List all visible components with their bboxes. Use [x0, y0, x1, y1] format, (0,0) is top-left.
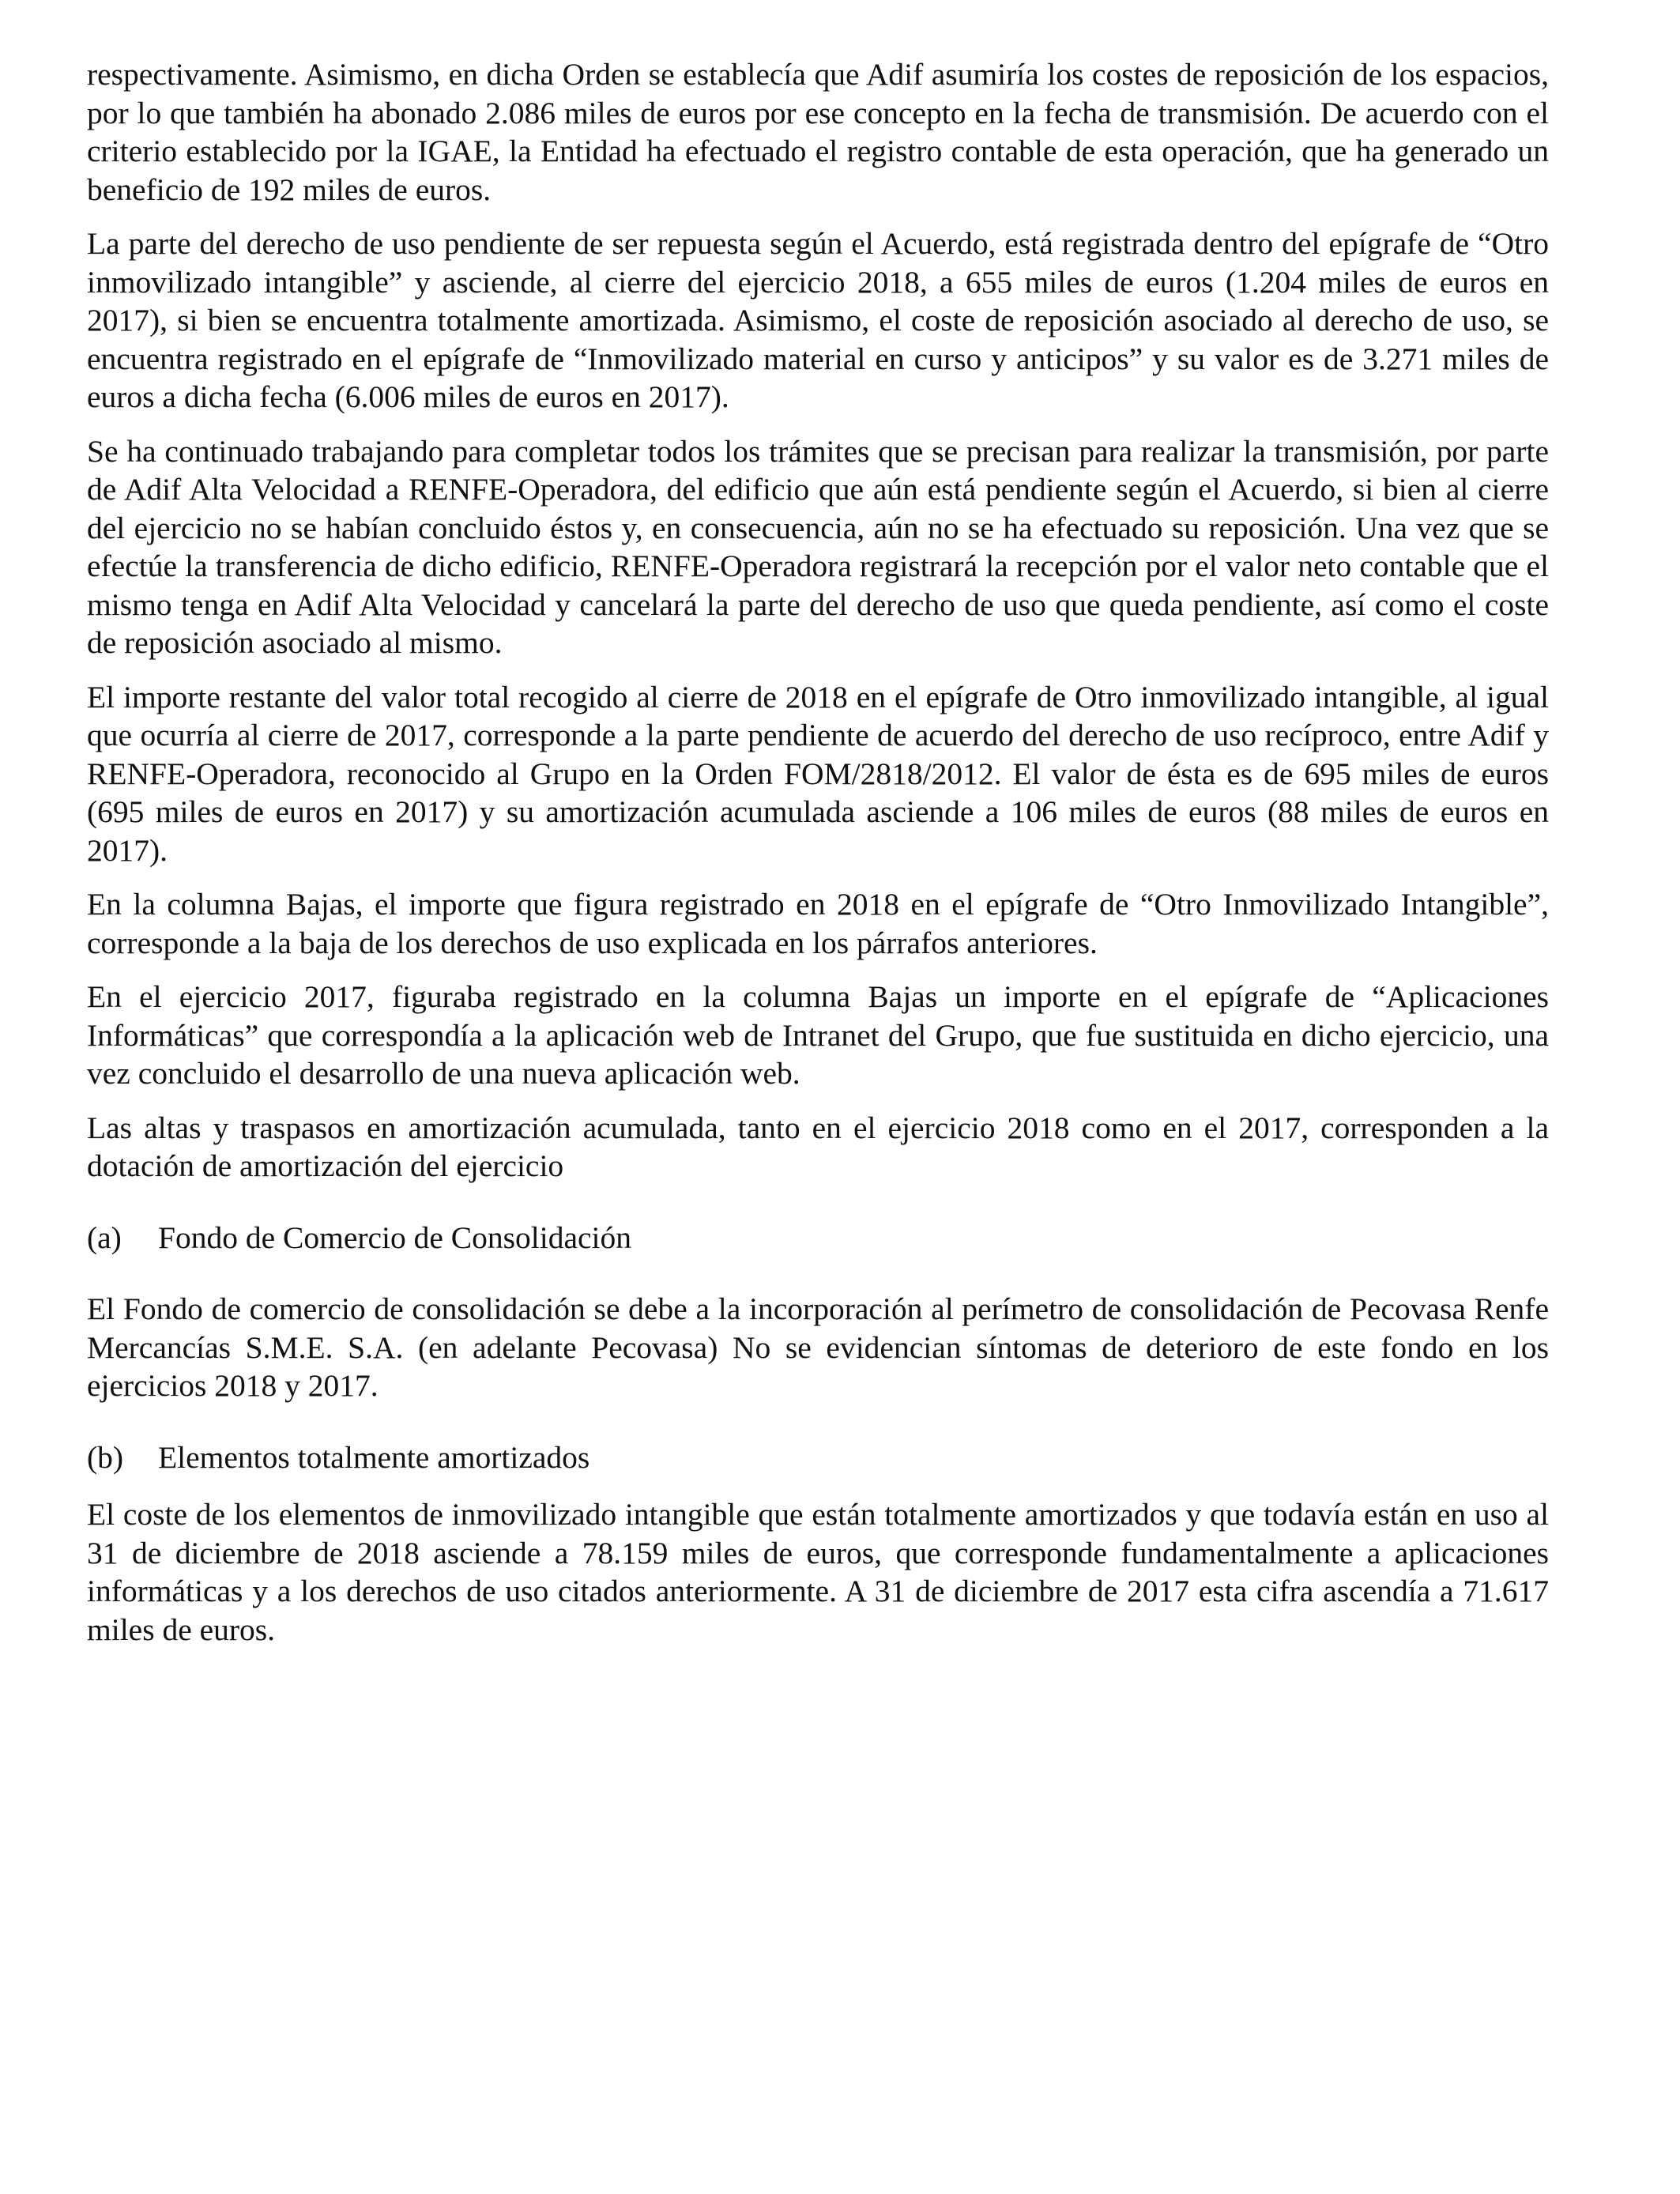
- paragraph-columna-bajas-2018: En la columna Bajas, el importe que figura registrado en 2018 en el epígrafe de “Otro Inmovilizado Intangible”, corresponde a la baja de los derechos de uso explicada en los párrafos anteriores.: [87, 887, 1549, 960]
- section-heading-fondo-comercio: [87, 1219, 1549, 1257]
- paragraph-importe-restante: El importe restante del valor total recogido al cierre de 2018 en el epígrafe de Otro inmovilizado intangible, al igual que ocurría al cierre de 2017, corresponde a la parte pendiente de acuerdo del derecho de uso recíproco, entre Adif y RENFE-Operadora, reconocido al Grupo en la Orden FOM/2818/2012. El valor de ésta es de 695 miles de euros (695 miles de euros en 2017) y su amortización acumulada asciende a 106 miles de euros (88 miles de euros en 2017).: [87, 679, 1549, 868]
- paragraph-fondo-comercio: El Fondo de comercio de consolidación se debe a la incorporación al perímetro de consolidación de Pecovasa Renfe Mercancías S.M.E. S.A. (en adelante Pecovasa) No se evidencian síntomas de deterioro de este fondo en los ejercicios 2018 y 2017.: [87, 1291, 1549, 1403]
- paragraph-altas-traspasos: Las altas y traspasos en amortización acumulada, tanto en el ejercicio 2018 como en el 2017, corresponden a la dotación de amortización del ejercicio: [87, 1110, 1549, 1183]
- paragraph-reposicion-espacios: respectivamente. Asimismo, en dicha Orden se establecía que Adif asumiría los costes de reposición de los espacios, por lo que también ha abonado 2.086 miles de euros por ese concepto en la fecha de transmisión. De acuerdo con el criterio establecido por la IGAE, la Entidad ha efectuado el registro contable de esta operación, que ha generado un beneficio de 192 miles de euros.: [87, 57, 1549, 207]
- paragraph-derecho-uso-pendiente: La parte del derecho de uso pendiente de ser repuesta según el Acuerdo, está registrada dentro del epígrafe de “Otro inmovilizado intangible” y asciende, al cierre del ejercicio 2018, a 655 miles de euros (1.204 miles de euros en 2017), si bien se encuentra totalmente amortizada. Asimismo, el coste de reposición asociado al derecho de uso, se encuentra registrado en el epígrafe de “Inmovilizado material en curso y anticipos” y su valor es de 3.271 miles de euros a dicha fecha (6.006 miles de euros en 2017).: [87, 226, 1549, 414]
- paragraph-transmision-edificio: Se ha continuado trabajando para completar todos los trámites que se precisan para realizar la transmisión, por parte de Adif Alta Velocidad a RENFE-Operadora, del edificio que aún está pendiente según el Acuerdo, si bien al cierre del ejercicio no se habían concluido éstos y, en consecuencia, aún no se ha efectuado su reposición. Una vez que se efectúe la transferencia de dicho edificio, RENFE-Operadora registrará la recepción por el valor neto contable que el mismo tenga en Adif Alta Velocidad y cancelará la parte del derecho de uso que queda pendiente, así como el coste de reposición asociado al mismo.: [87, 433, 1549, 660]
- document-page: [87, 55, 1549, 1649]
- section-heading-elementos-amortizados: [87, 1438, 1549, 1477]
- section-title-b: Elementos totalmente amortizados: [158, 1439, 590, 1475]
- section-marker-a: (a): [87, 1220, 122, 1255]
- paragraph-columna-bajas-2017: En el ejercicio 2017, figuraba registrado en la columna Bajas un importe en el epígrafe de “Aplicaciones Informáticas” que correspondía a la aplicación web de Intranet del Grupo, que fue sustituida en dicho ejercicio, una vez concluido el desarrollo de una nueva aplicación web.: [87, 979, 1549, 1091]
- section-marker-b: (b): [87, 1439, 124, 1475]
- section-title-a: Fondo de Comercio de Consolidación: [158, 1220, 631, 1255]
- paragraph-elementos-amortizados: El coste de los elementos de inmovilizado intangible que están totalmente amortizados y que todavía están en uso al 31 de diciembre de 2018 asciende a 78.159 miles de euros, que corresponde fundamentalmente a aplicaciones informáticas y a los derechos de uso citados anteriormente. A 31 de diciembre de 2017 esta cifra ascendía a 71.617 miles de euros.: [87, 1497, 1549, 1647]
